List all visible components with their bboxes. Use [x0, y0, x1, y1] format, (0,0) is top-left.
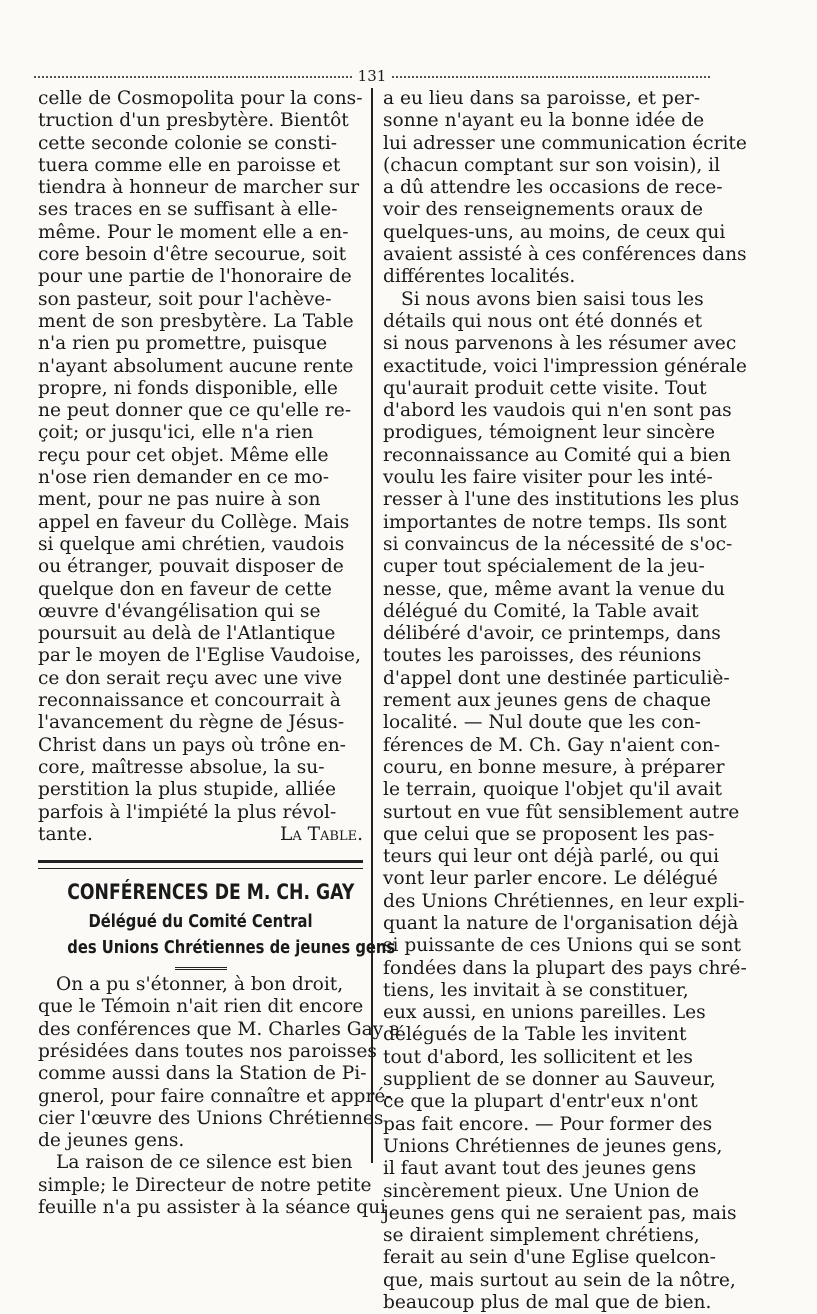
text-line: se diraient simplement chrétiens, [383, 1225, 700, 1247]
text-line: feuille n'a pu assister à la séance qui [38, 1197, 387, 1219]
text-line: a eu lieu dans sa paroisse, et per- [383, 88, 701, 109]
text-line: reconnaissance et concourrait à [38, 690, 341, 712]
text-line: de jeunes gens. [38, 1130, 185, 1152]
text-line: qu'aurait produit cette visite. Tout [383, 377, 707, 399]
right-column [383, 88, 747, 1314]
text-line: couru, en bonne mesure, à préparer [383, 756, 725, 778]
text-line: truction d'un presbytère. Bientôt [38, 110, 349, 132]
text-line: ses traces en se suffisant à elle- [38, 199, 338, 221]
text-line: son pasteur, soit pour l'achève- [38, 288, 332, 310]
text-line: prodigues, témoignent leur sincère [383, 422, 716, 444]
page-header [34, 66, 710, 86]
text-line: que celui que se proposent les pas- [383, 823, 715, 845]
right-article-body [383, 88, 747, 1314]
text-line: férences de M. Ch. Gay n'aient con- [383, 734, 721, 756]
text-line: core, maîtresse absolue, la su- [38, 756, 325, 778]
section-rule [38, 860, 363, 869]
text-line: cette seconde colonie se consti- [38, 132, 338, 154]
text-line: quant la nature de l'organisation déjà [383, 912, 739, 934]
text-line: surtout en vue fût sensiblement autre [383, 801, 740, 823]
text-line: propre, ni fonds disponible, elle [38, 377, 338, 399]
text-line: importantes de notre temps. Ils sont [383, 511, 727, 533]
text-line: délégués de la Table les invitent [383, 1024, 687, 1046]
text-line: des Unions Chrétiennes, en leur expli- [383, 890, 745, 912]
text-line: pour une partie de l'honoraire de [38, 266, 352, 288]
text-line: appel en faveur du Collège. Mais [38, 511, 350, 533]
text-line: Christ dans un pays où trône en- [38, 734, 346, 756]
header-rule-right [392, 76, 710, 78]
text-line: exactitude, voici l'impression générale [383, 355, 747, 377]
text-line: n'ayant absolument aucune rente [38, 355, 354, 377]
text-line: jeunes gens qui ne seraient pas, mais [383, 1202, 737, 1224]
text-line: différentes localités. [383, 266, 576, 288]
closing-line [38, 824, 363, 846]
text-line: il faut avant tout des jeunes gens [383, 1158, 697, 1180]
text-line: pas fait encore. — Pour former des [383, 1113, 713, 1135]
text-line: ne peut donner que ce qu'elle re- [38, 400, 352, 422]
text-line: ou étranger, pouvait disposer de [38, 556, 344, 578]
text-line: que, mais surtout au sein de la nôtre, [383, 1269, 736, 1291]
text-line: comme aussi dans la Station de Pi- [38, 1063, 367, 1085]
page-number: 131 [357, 67, 387, 85]
article-subheading-2: des Unions Chrétiennes de jeunes gens [67, 937, 396, 959]
text-line: voir des renseignements oraux de [383, 199, 704, 221]
text-line: délégué du Comité, la Table avait [383, 600, 699, 622]
text-line: (chacun comptant sur son voisin), il [383, 154, 721, 176]
text-line: présidées dans toutes nos paroisses [38, 1040, 377, 1062]
text-line: si puissante de ces Unions qui se sont [383, 935, 742, 957]
text-line: tuera comme elle en paroisse et [38, 154, 341, 176]
text-line: n'a rien pu promettre, puisque [38, 333, 328, 355]
text-line: core besoin d'être secourue, soit [38, 244, 347, 266]
column-divider [371, 88, 373, 1163]
article-heading: CONFÉRENCES DE M. CH. GAY [67, 880, 355, 905]
text-line: celle de Cosmopolita pour la cons- [38, 88, 363, 109]
text-line: nesse, que, même avant la venue du [383, 578, 725, 600]
text-line: cuper tout spécialement de la jeu- [383, 556, 705, 578]
text-line: rement aux jeunes gens de chaque [383, 690, 712, 712]
text-line: d'appel dont une destinée particuliè- [383, 667, 730, 689]
text-line: si quelque ami chrétien, vaudois [38, 533, 345, 555]
heading-rule [175, 967, 227, 970]
text-line: si nous parvenons à les résumer avec [383, 333, 737, 355]
text-line: parfois à l'impiété la plus révol- [38, 801, 337, 823]
text-line: avaient assisté à ces conférences dans [383, 244, 747, 266]
text-line: teurs qui leur ont déjà parlé, ou qui [383, 846, 720, 868]
text-line: quelques-uns, au moins, de ceux qui [383, 221, 726, 243]
text-line: détails qui nous ont été donnés et [383, 310, 703, 332]
text-line: localité. — Nul doute que les con- [383, 712, 701, 734]
text-line: reconnaissance au Comité qui a bien [383, 444, 731, 466]
text-line: beaucoup plus de mal que de bien. [383, 1292, 712, 1314]
text-line: lui adresser une communication écrite [383, 132, 747, 154]
text-line: resser à l'une des institutions les plus [383, 489, 740, 511]
text-line: cier l'œuvre des Unions Chrétiennes [38, 1107, 384, 1129]
left-column [38, 88, 401, 1219]
text-line: Si nous avons bien saisi tous les [401, 288, 704, 310]
text-line: eux aussi, en unions pareilles. Les [383, 1002, 706, 1024]
text-line: supplient de se donner au Sauveur, [383, 1069, 716, 1091]
text-line: fondées dans la plupart des pays chré- [383, 957, 747, 979]
text-line: poursuit au delà de l'Atlantique [38, 623, 336, 645]
text-line: l'avancement du règne de Jésus- [38, 712, 345, 734]
text-line: vont leur parler encore. Le délégué [383, 868, 718, 890]
text-line: a dû attendre les occasions de rece- [383, 177, 723, 199]
text-line: toutes les paroisses, des réunions [383, 645, 702, 667]
text-line: perstition la plus stupide, alliée [38, 779, 336, 801]
text-line: quelque don en faveur de cette [38, 578, 332, 600]
text-line: ment de son presbytère. La Table [38, 310, 354, 332]
text-line: sincèrement pieux. Une Union de [383, 1180, 700, 1202]
text-line: n'ose rien demander en ce mo- [38, 467, 330, 489]
text-line: par le moyen de l'Eglise Vaudoise, [38, 645, 361, 667]
text-line: voulu les faire visiter pour les inté- [383, 467, 713, 489]
text-line: même. Pour le moment elle a en- [38, 221, 349, 243]
text-line: ferait au sein d'une Eglise quelcon- [383, 1247, 716, 1269]
text-line: d'abord les vaudois qui n'en sont pas [383, 400, 732, 422]
signature: La Table. [279, 823, 363, 845]
text-line: œuvre d'évangélisation qui se [38, 600, 321, 622]
text-line: délibéré d'avoir, ce printemps, dans [383, 623, 721, 645]
text-line: gnerol, pour faire connaître et appré- [38, 1085, 392, 1107]
text-line: çoit; or jusqu'ici, elle n'a rien [38, 422, 314, 444]
text-line: le terrain, quoique l'objet qu'il avait [383, 779, 722, 801]
text-line: reçu pour cet objet. Même elle [38, 444, 329, 466]
text-line: ce don serait reçu avec une vive [38, 667, 343, 689]
text-line: tiens, les invitait à se constituer, [383, 979, 689, 1001]
text-line: ce que la plupart d'entr'eux n'ont [383, 1091, 698, 1113]
text-line: tiendra à honneur de marcher sur [38, 177, 360, 199]
text-line: sonne n'ayant eu la bonne idée de [383, 110, 705, 132]
text-line: Unions Chrétiennes de jeunes gens, [383, 1135, 723, 1157]
closing-line-text: tante. [38, 823, 93, 845]
left-article-body [38, 974, 401, 1219]
text-line: La raison de ce silence est bien [56, 1152, 353, 1174]
text-line: tout d'abord, les sollicitent et les [383, 1046, 693, 1068]
header-rule-left [34, 76, 352, 78]
text-line: si convaincus de la nécessité de s'oc- [383, 533, 733, 555]
text-line: que le Témoin n'ait rien dit encore [38, 996, 364, 1018]
left-article-continuation [38, 88, 363, 824]
text-line: ment, pour ne pas nuire à son [38, 489, 321, 511]
text-line: des conférences que M. Charles Gay a [38, 1018, 401, 1040]
article-subheading-1: Délégué du Comité Central [88, 911, 313, 933]
text-line: On a pu s'étonner, à bon droit, [56, 974, 344, 996]
text-line: simple; le Directeur de notre petite [38, 1174, 372, 1196]
